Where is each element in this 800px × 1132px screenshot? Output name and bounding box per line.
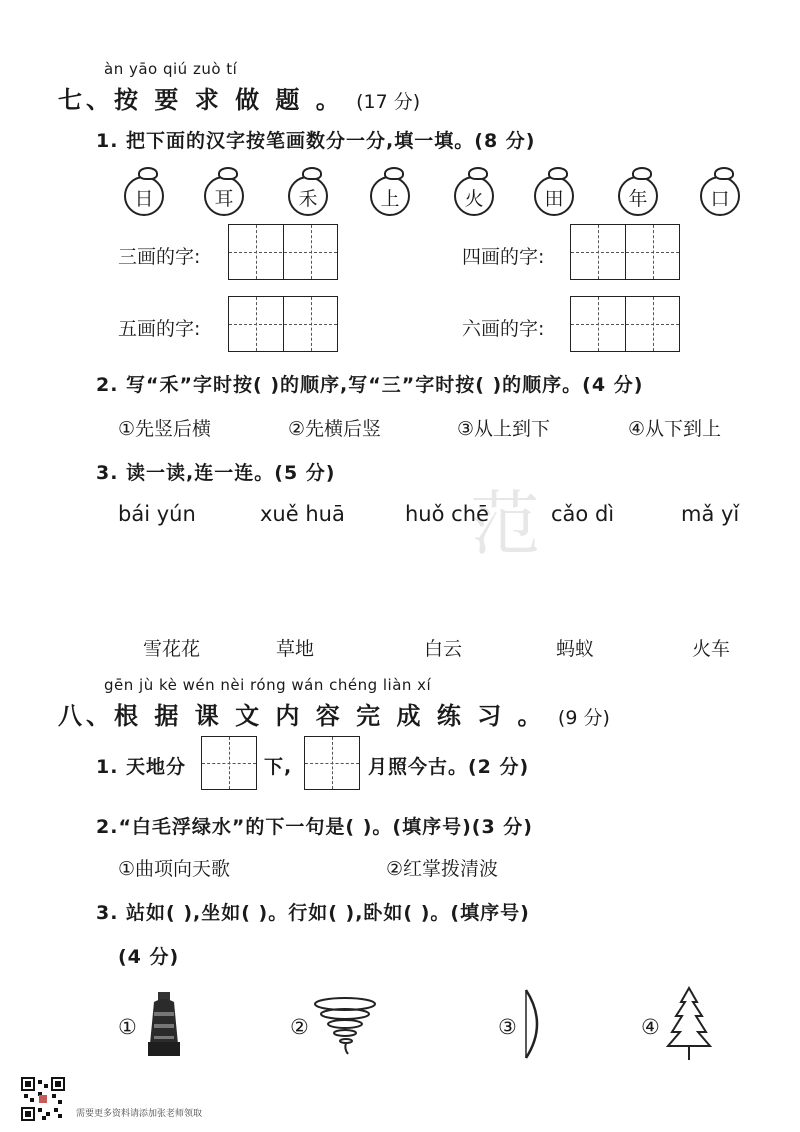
- qr-code-icon[interactable]: [20, 1076, 66, 1122]
- section8-pinyin: gēn jù kè wén nèi róng wán chéng liàn xí: [104, 676, 432, 694]
- pinyin-item-2[interactable]: xuě huā: [260, 502, 345, 526]
- s7-q2-text: 2. 写“禾”字时按( )的顺序,写“三”字时按( )的顺序。(4 分): [96, 374, 644, 396]
- word-item-2[interactable]: 草地: [276, 638, 315, 660]
- section7-title: [58, 80, 420, 115]
- fill-grid-5[interactable]: [228, 296, 338, 352]
- apple-leaf-icon: [632, 167, 652, 180]
- fill-grid-3[interactable]: [228, 224, 338, 280]
- s7-q1-text: 1. 把下面的汉字按笔画数分一分,填一填。(8 分): [96, 130, 536, 152]
- apple-char-7: [618, 176, 658, 216]
- s8-q1-suffix: 月照今古。(2 分): [368, 756, 530, 778]
- bow-icon: [520, 986, 550, 1062]
- pinyin-item-4[interactable]: cǎo dì: [551, 502, 615, 526]
- bell-icon: [140, 990, 188, 1064]
- apple-char-label: 日: [134, 188, 154, 210]
- apple-char-label: 上: [380, 188, 400, 210]
- picture-label-3: ③: [498, 1015, 517, 1039]
- apple-leaf-icon: [138, 167, 158, 180]
- picture-label-1: ①: [118, 1015, 137, 1039]
- apple-char-1: [124, 176, 164, 216]
- section7-title-text: 七、按 要 求 做 题 。: [58, 86, 344, 114]
- word-item-1[interactable]: 雪花花: [143, 638, 201, 660]
- fill-label-4: 四画的字:: [462, 246, 545, 268]
- section7-pinyin: àn yāo qiú zuò tí: [104, 60, 238, 78]
- s8-q3-score: (4 分): [118, 946, 180, 968]
- apple-leaf-icon: [384, 167, 404, 180]
- word-item-3[interactable]: 白云: [424, 638, 463, 660]
- s8-q1-grid-2[interactable]: [304, 736, 360, 790]
- word-item-4[interactable]: 蚂蚁: [556, 638, 595, 660]
- apple-char-label: 田: [544, 188, 564, 210]
- s8-q1-grid-1[interactable]: [201, 736, 257, 790]
- s7-q2-option-3: ③从上到下: [457, 418, 551, 440]
- picture-label-4: ④: [641, 1015, 660, 1039]
- section8-score: (9 分): [557, 707, 610, 729]
- s8-q1-middle: 下,: [264, 756, 293, 778]
- fill-label-6: 六画的字:: [462, 318, 545, 340]
- watermark: 范: [470, 483, 540, 565]
- fill-label-3: 三画的字:: [118, 246, 201, 268]
- pinyin-item-5[interactable]: mǎ yǐ: [681, 502, 740, 526]
- apple-char-2: [204, 176, 244, 216]
- word-item-5[interactable]: 火车: [692, 638, 731, 660]
- apple-char-label: 耳: [214, 188, 234, 210]
- apple-leaf-icon: [218, 167, 238, 180]
- section7-score: (17 分): [356, 91, 421, 113]
- apple-char-6: [534, 176, 574, 216]
- s8-q2-option-1: ①曲项向天歌: [118, 858, 231, 880]
- s8-q2-option-2: ②红掌拨清波: [386, 858, 499, 880]
- apple-char-4: [370, 176, 410, 216]
- pinyin-item-3[interactable]: huǒ chē: [405, 502, 489, 526]
- apple-leaf-icon: [468, 167, 488, 180]
- pinyin-item-1[interactable]: bái yún: [118, 502, 196, 526]
- fill-grid-6[interactable]: [570, 296, 680, 352]
- apple-char-5: [454, 176, 494, 216]
- section8-title: [58, 696, 610, 731]
- apple-char-label: 禾: [298, 188, 318, 210]
- whirlwind-icon: [312, 996, 378, 1056]
- s8-q2-text: 2.“白毛浮绿水”的下一句是( )。(填序号)(3 分): [96, 816, 533, 838]
- s7-q2-option-2: ②先横后竖: [288, 418, 382, 440]
- apple-leaf-icon: [548, 167, 568, 180]
- s8-q1-prefix: 1. 天地分: [96, 756, 187, 778]
- apple-char-label: 年: [628, 188, 648, 210]
- section8-title-text: 八、根 据 课 文 内 容 完 成 练 习 。: [58, 702, 546, 730]
- apple-char-8: [700, 176, 740, 216]
- fill-grid-4[interactable]: [570, 224, 680, 280]
- apple-leaf-icon: [714, 167, 734, 180]
- footer-text: 需要更多资料请添加张老师领取: [76, 1109, 203, 1119]
- apple-char-label: 火: [464, 188, 484, 210]
- s7-q2-option-4: ④从下到上: [628, 418, 722, 440]
- picture-label-2: ②: [290, 1015, 309, 1039]
- s8-q3-text: 3. 站如( ),坐如( )。行如( ),卧如( )。(填序号): [96, 902, 530, 924]
- apple-char-3: [288, 176, 328, 216]
- s7-q3-text: 3. 读一读,连一连。(5 分): [96, 462, 336, 484]
- fill-label-5: 五画的字:: [118, 318, 201, 340]
- apple-leaf-icon: [302, 167, 322, 180]
- s7-q2-option-1: ①先竖后横: [118, 418, 212, 440]
- pine-tree-icon: [664, 986, 714, 1062]
- apple-char-label: 口: [710, 188, 730, 210]
